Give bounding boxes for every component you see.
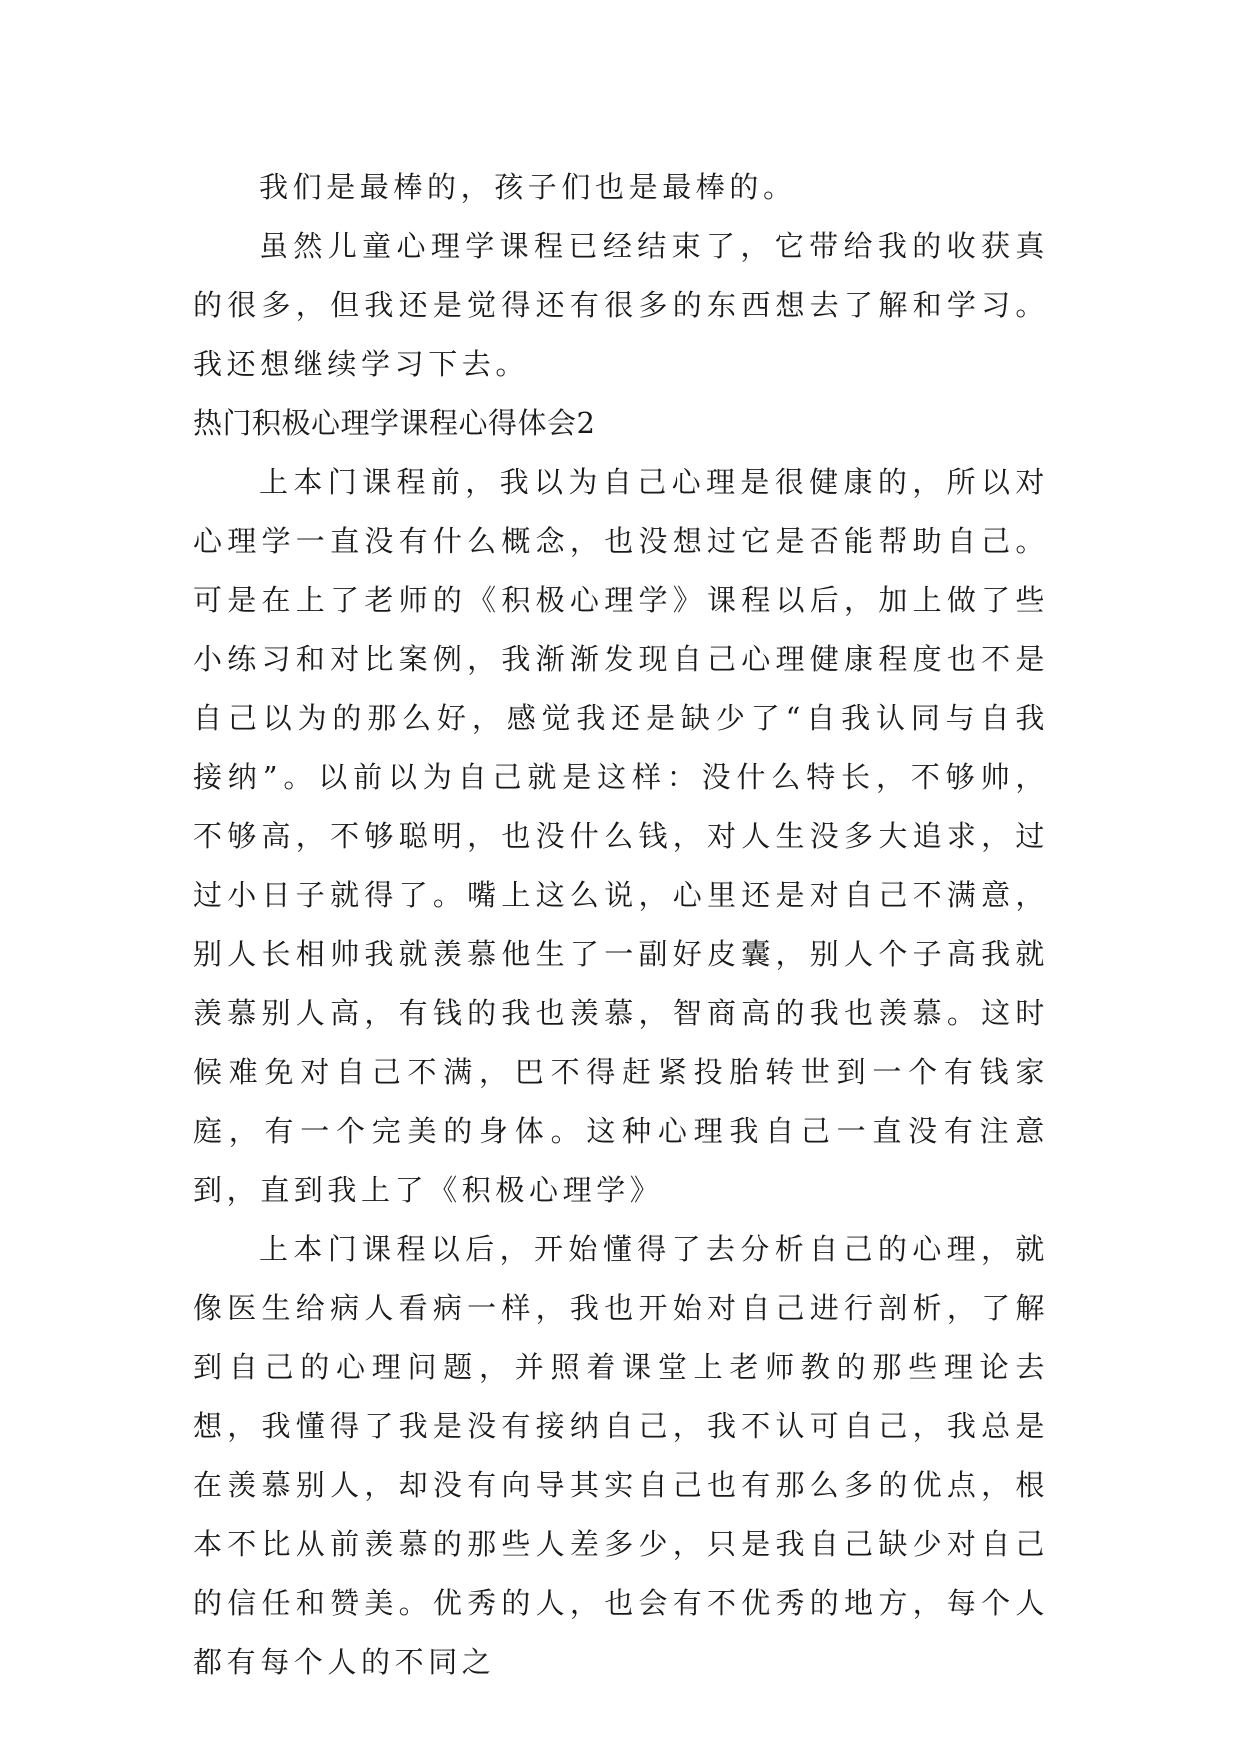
paragraph-1: 我们是最棒的，孩子们也是最棒的。 (259, 170, 797, 204)
paragraph-4: 上本门课程以后，开始懂得了去分析自己的心理，就像医生给病人看病一样，我也开始对自己进行剖析，了解到自己的心理问题，并照着课堂上老师教的那些理论去想，我懂得了我是没有接纳自己，我不认可自己，我总是在羡慕别人，却没有向导其实自己也有那么多的优点，根本不比从前羡慕的那些人差多少，只是我自己缺少对自己的信任和赞美。优秀的人，也会有不优秀的地方，每个人都有每个人的不同之 (193, 1232, 1049, 1679)
paragraph-3: 上本门课程前，我以为自己心理是很健康的，所以对心理学一直没有什么概念，也没想过它是否能帮助自己。可是在上了老师的《积极心理学》课程以后，加上做了些小练习和对比案例，我渐渐发现自己心理健康程度也不是自己以为的那么好，感觉我还是缺少了“自我认同与自我接纳”。以前以为自己就是这样：没什么特长，不够帅，不够高，不够聪明，也没什么钱，对人生没多大追求，过过小日子就得了。嘴上这么说，心里还是对自己不满意，别人长相帅我就羡慕他生了一副好皮囊，别人个子高我就羡慕别人高，有钱的我也羡慕，智商高的我也羡慕。这时候难免对自己不满，巴不得赶紧投胎转世到一个有钱家庭，有一个完美的身体。这种心理我自己一直没有注意到，直到我上了《积极心理学》 (193, 465, 1049, 1207)
paragraph-2: 虽然儿童心理学课程已经结束了，它带给我的收获真的很多，但我还是觉得还有很多的东西想去了解和学习。我还想继续学习下去。 (193, 229, 1049, 381)
document-body (193, 158, 1049, 1692)
section-heading: 热门积极心理学课程心得体会2 (193, 406, 596, 440)
